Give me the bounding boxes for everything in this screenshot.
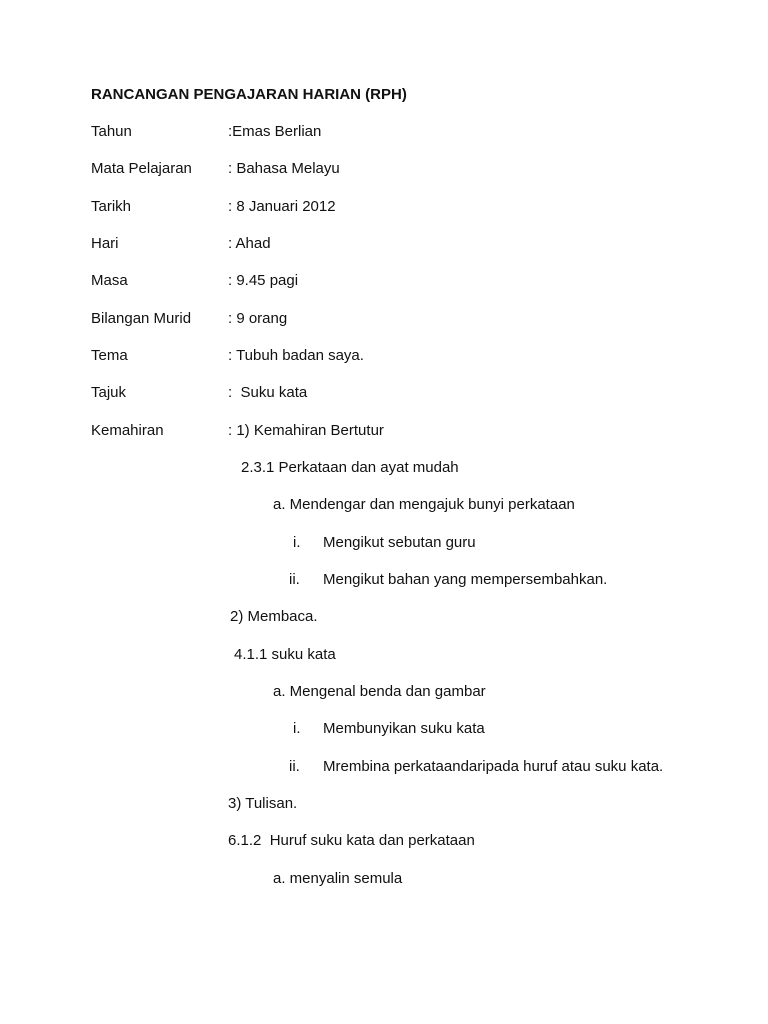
skill-2-heading: 2) Membaca.	[230, 608, 318, 625]
skill-2-subitem-ii: Mrembina perkataandaripada huruf atau suku kata.	[323, 758, 664, 775]
skill-1-roman-i: i.	[293, 534, 301, 551]
field-label-tarikh: Tarikh	[91, 198, 132, 215]
skill-2-subtopic: 4.1.1 suku kata	[234, 646, 336, 663]
skill-1-item-a: a. Mendengar dan mengajuk bunyi perkataan	[273, 496, 575, 513]
skill-1-subitem-i: Mengikut sebutan guru	[323, 534, 476, 551]
field-label-tema: Tema	[91, 347, 128, 364]
field-label-tajuk: Tajuk	[91, 384, 127, 401]
skill-1-subitem-ii: Mengikut bahan yang mempersembahkan.	[323, 571, 608, 588]
field-label-mata-pelajaran: Mata Pelajaran	[91, 160, 192, 177]
skill-2-roman-ii: ii.	[289, 758, 300, 775]
field-value-mata-pelajaran: : Bahasa Melayu	[228, 160, 340, 177]
field-label-tahun: Tahun	[91, 123, 132, 140]
skill-3-subtopic: 6.1.2 Huruf suku kata dan perkataan	[228, 832, 475, 849]
skill-3-item-a: a. menyalin semula	[273, 870, 403, 887]
field-value-tahun: :Emas Berlian	[228, 123, 322, 140]
document-title: RANCANGAN PENGAJARAN HARIAN (RPH)	[91, 86, 407, 103]
field-value-hari: : Ahad	[228, 235, 271, 252]
field-label-kemahiran: Kemahiran	[91, 422, 164, 439]
skill-1-roman-ii: ii.	[289, 571, 300, 588]
skill-3-heading: 3) Tulisan.	[228, 795, 298, 812]
skill-2-subitem-i: Membunyikan suku kata	[323, 720, 485, 737]
skill-2-item-a: a. Mengenal benda dan gambar	[273, 683, 486, 700]
field-value-tarikh: : 8 Januari 2012	[228, 198, 336, 215]
field-value-bilangan-murid: : 9 orang	[228, 310, 288, 327]
field-value-kemahiran: : 1) Kemahiran Bertutur	[228, 422, 384, 439]
field-value-masa: : 9.45 pagi	[228, 272, 299, 289]
skill-1-subtopic: 2.3.1 Perkataan dan ayat mudah	[241, 459, 459, 476]
field-label-hari: Hari	[91, 235, 119, 252]
field-value-tajuk: : Suku kata	[228, 384, 308, 401]
field-label-masa: Masa	[91, 272, 128, 289]
skill-2-roman-i: i.	[293, 720, 301, 737]
field-label-bilangan-murid: Bilangan Murid	[91, 310, 192, 327]
field-value-tema: : Tubuh badan saya.	[228, 347, 364, 364]
